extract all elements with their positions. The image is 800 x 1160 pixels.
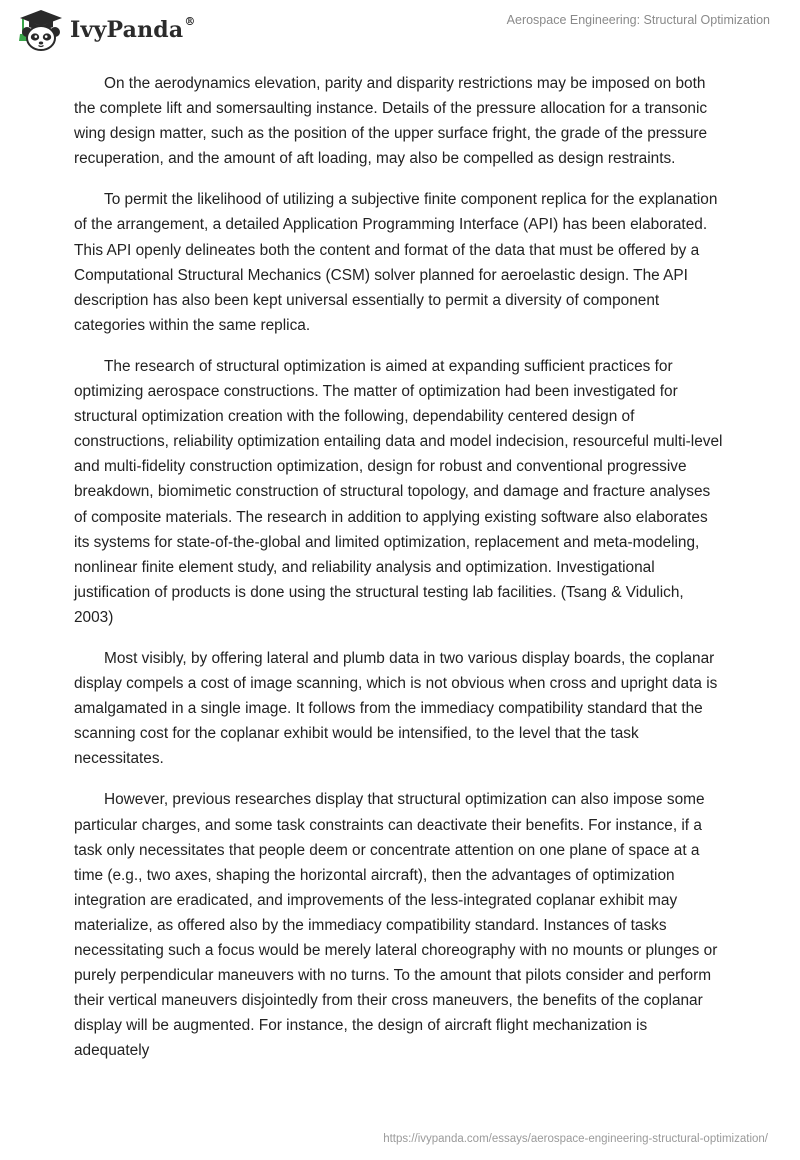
panda-graduate-logo-icon: [14, 8, 66, 52]
brand-logo[interactable]: [14, 8, 196, 52]
brand-name: [70, 17, 196, 43]
document-title: Aerospace Engineering: Structural Optimization: [506, 13, 770, 27]
paragraph-2: To permit the likelihood of utilizing a subjective finite component replica for the explanation of the arrangement, a detailed Application Programming Interface (API) has been elaborated. This API openly delineates both the content and format of the data that must be offered by a Computational Structural Mechanics (CSM) solver planned for aeroelastic design. The API description has also been kept universal essentially to permit a diversity of component categories within the same replica.: [74, 191, 718, 334]
paragraph-1: On the aerodynamics elevation, parity and disparity restrictions may be imposed on both the complete lift and somersaulting instance. Details of the pressure allocation for a transonic wing design matter, such as the position of the upper surface fright, the grade of the pressure recuperation, and the amount of aft loading, may also be compelled as design restraints.: [74, 75, 708, 168]
paragraph-4: Most visibly, by offering lateral and plumb data in two various display boards, the coplanar display compels a cost of image scanning, which is not obvious when cross and upright data is amalgamated in a single image. It follows from the immediacy compatibility standard that the scanning cost for the coplanar exhibit would be intensified, to the level that the task necessitates.: [74, 649, 718, 768]
source-url[interactable]: https://ivypanda.com/essays/aerospace-engineering-structural-optimization/: [383, 1133, 768, 1145]
paragraph-5: However, previous researches display that structural optimization can also impose some particular charges, and some task constraints can deactivate their benefits. For instance, if a task only necessitates that people deem or concentrate attention on one plane of space at a time (e.g., two axes, shaping the horizontal aircraft), then the advantages of optimization integration are eradicated, and improvements of the less-integrated coplanar exhibit may materialize, as offered also by the immediacy compatibility standard. Instances of tasks necessitating such a focus would be merely lateral choreography with no mounts or plunges or purely perpendicular maneuvers with no turns. To the amount that pilots consider and perform their vertical maneuvers disjointedly from their cross maneuvers, the benefits of the coplanar display will be augmented. For instance, the design of aircraft flight mechanization is adequately: [74, 791, 718, 1060]
paragraph-3: The research of structural optimization is aimed at expanding sufficient practices for optimizing aerospace constructions. The matter of optimization had been investigated for structural optimization creation with the following, dependability centered design of constructions, reliability optimization entailing data and model indecision, resourceful multi-level and multi-fidelity construction optimization, design for robust and conventional progressive breakdown, biomimetic construction of structural topology, and damage and fracture analyses of composite materials. The research in addition to applying existing software also elaborates its systems for state-of-the-global and limited optimization, replacement and meta-modeling, nonlinear finite element study, and reliability analysis and optimization. Investigational justification of products is done using the structural testing lab facilities. (Tsang & Vidulich, 2003): [74, 357, 723, 626]
essay-body: [74, 71, 724, 1079]
page-header: [0, 0, 800, 60]
brand-name-text: IvyPanda: [70, 17, 184, 43]
registered-mark: ®: [184, 15, 196, 28]
